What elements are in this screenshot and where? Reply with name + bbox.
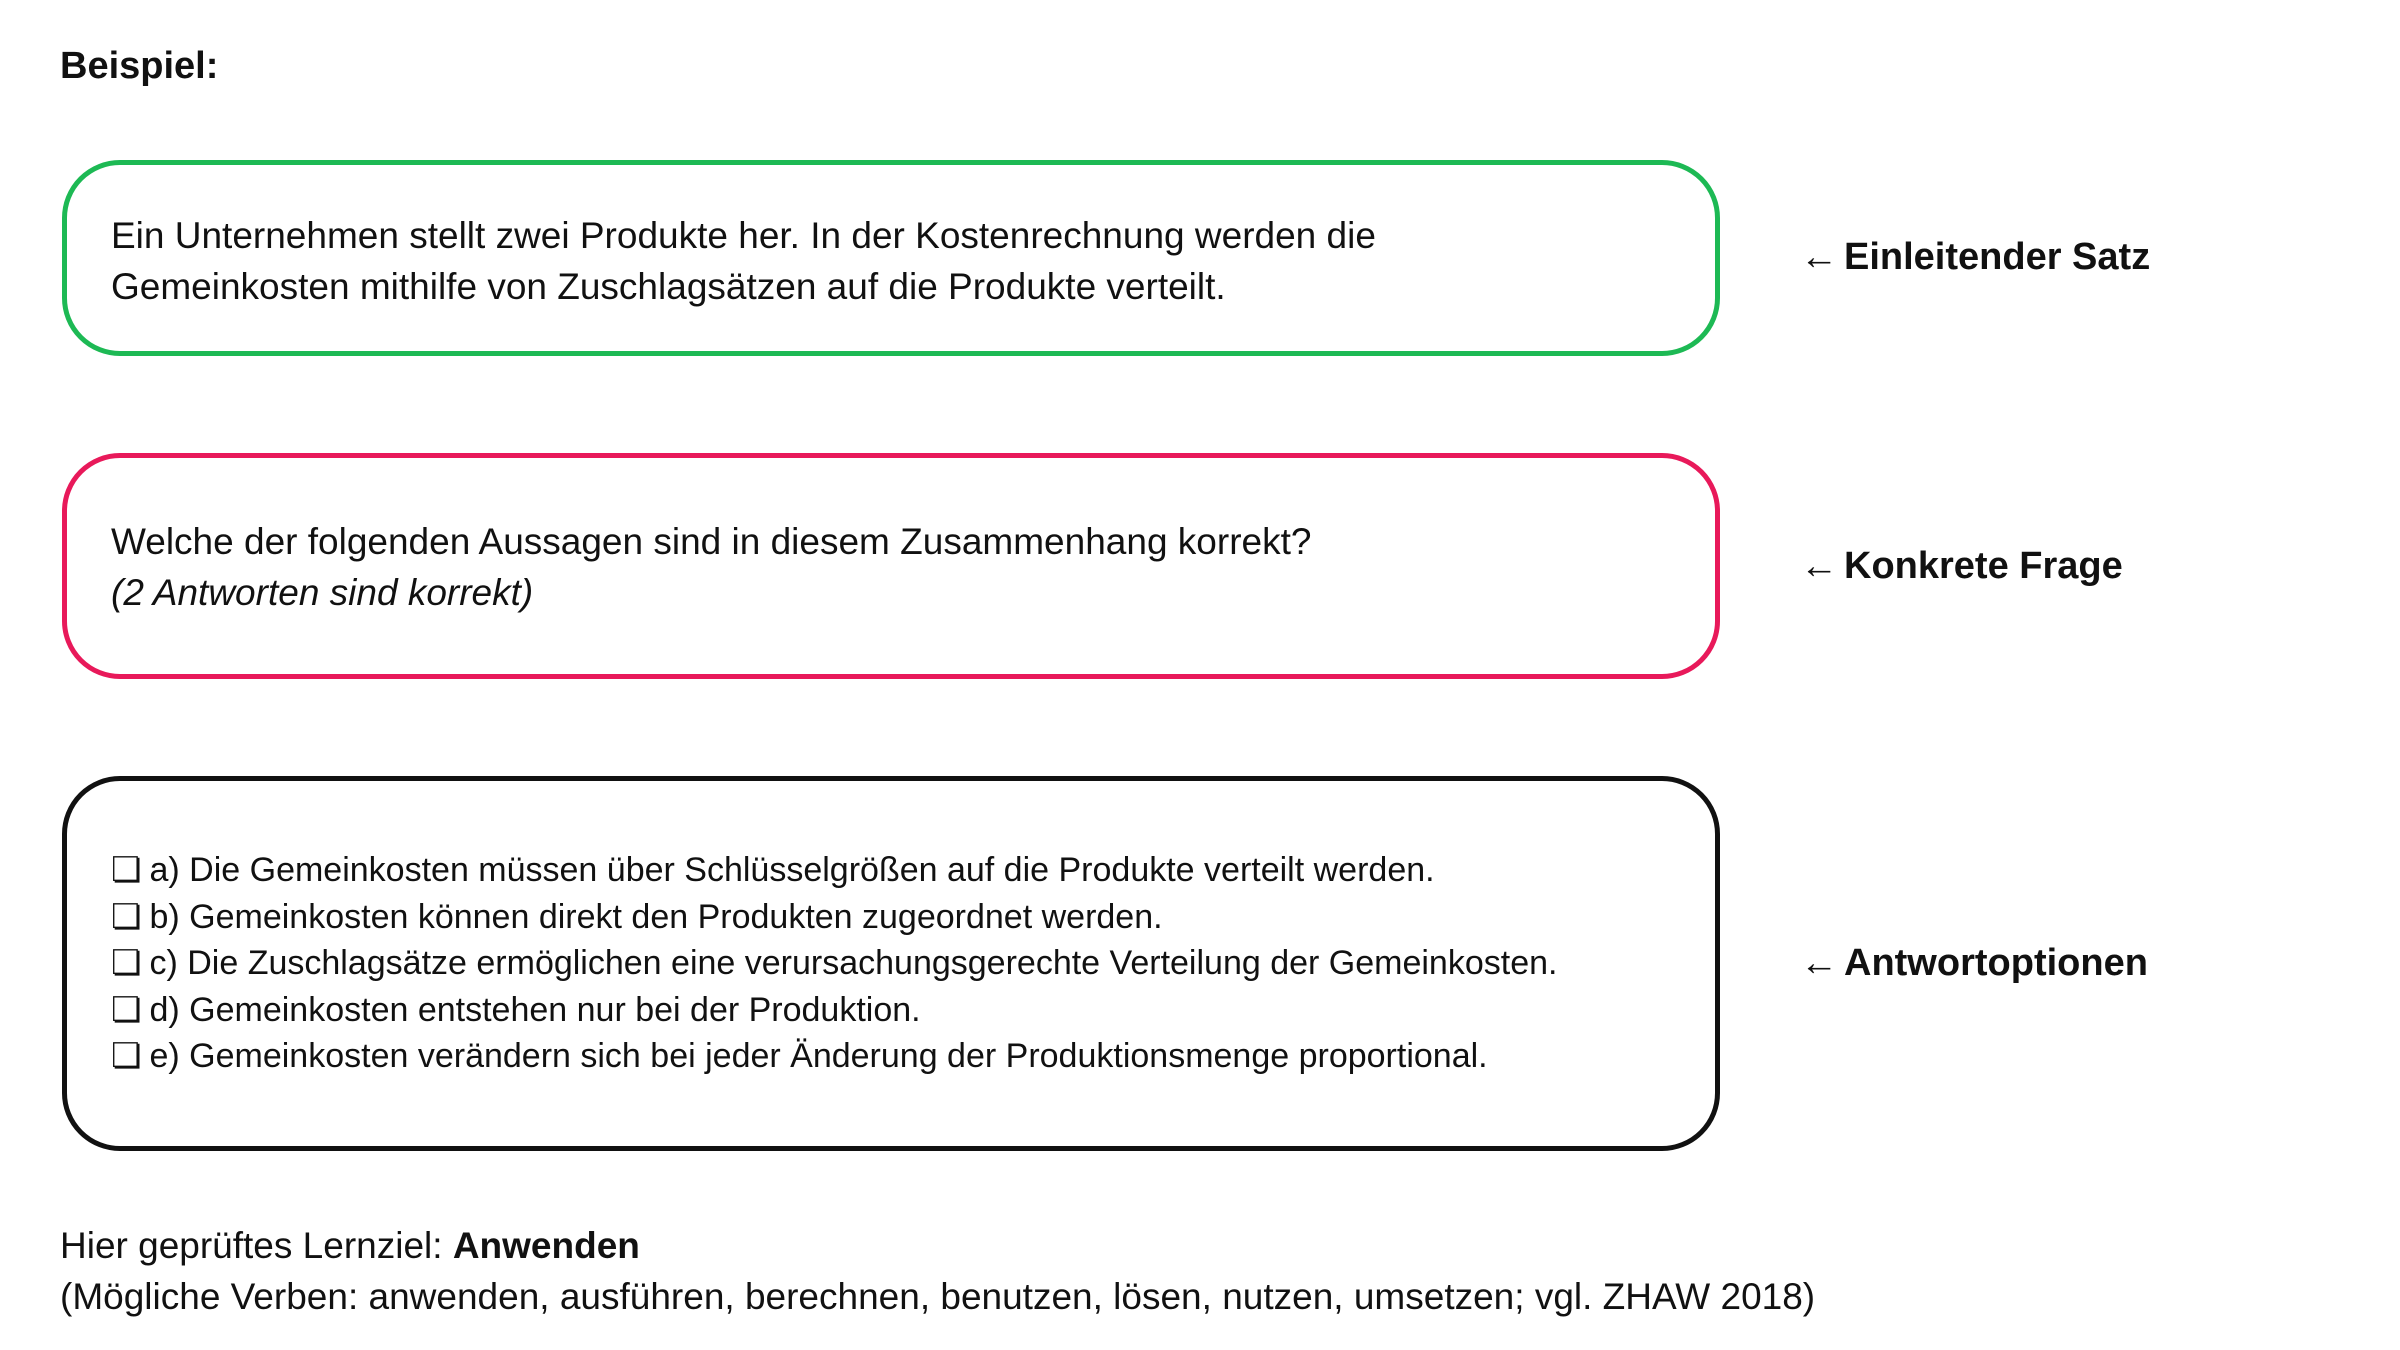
checkbox-icon[interactable]: ❏ xyxy=(111,897,142,936)
intro-sentence-box xyxy=(62,160,1720,356)
answer-options-list xyxy=(111,847,1695,1080)
answer-option-c[interactable] xyxy=(111,940,1695,987)
question-line: Welche der folgenden Aussagen sind in diesem Zusammenhang korrekt? xyxy=(111,521,1312,562)
answer-option-label: b) Gemeinkosten können direkt den Produkten zugeordnet werden. xyxy=(149,897,1163,936)
answer-option-label: c) Die Zuschlagsätze ermöglichen eine verursachungsgerechte Verteilung der Gemeinkosten. xyxy=(149,944,1558,982)
intro-text-line-1: Ein Unternehmen stellt zwei Produkte her. In der Kostenrechnung werden die xyxy=(111,215,1376,256)
learning-goal-footer xyxy=(60,1220,1815,1322)
checkbox-icon[interactable]: ❏ xyxy=(111,1037,142,1075)
checkbox-icon[interactable]: ❏ xyxy=(111,990,142,1029)
answer-option-b[interactable] xyxy=(111,894,1695,941)
question-text xyxy=(111,516,1675,618)
side-label-question xyxy=(1800,540,2123,592)
learning-goal-prefix: Hier geprüftes Lernziel: xyxy=(60,1225,453,1266)
intro-text-line-2: Gemeinkosten mithilfe von Zuschlagsätzen auf die Produkte verteilt. xyxy=(111,266,1226,307)
question-hint: (2 Antworten sind korrekt) xyxy=(111,572,534,613)
side-label-intro xyxy=(1800,231,2150,283)
arrow-left-icon: ← xyxy=(1800,942,1838,984)
answer-option-a[interactable] xyxy=(111,847,1695,894)
checkbox-icon[interactable]: ❏ xyxy=(111,944,142,982)
answer-option-e[interactable] xyxy=(111,1033,1695,1080)
arrow-left-icon: ← xyxy=(1800,545,1838,587)
side-label-options-text: Antwortoptionen xyxy=(1844,942,2148,984)
learning-goal-line xyxy=(60,1220,1815,1271)
question-box xyxy=(62,453,1720,679)
answer-option-label: a) Die Gemeinkosten müssen über Schlüsselgrößen auf die Produkte verteilt werden. xyxy=(149,851,1435,889)
side-label-intro-text: Einleitender Satz xyxy=(1844,236,2151,278)
arrow-left-icon: ← xyxy=(1800,236,1838,278)
answer-option-label: d) Gemeinkosten entstehen nur bei der Produktion. xyxy=(149,990,921,1029)
side-label-question-text: Konkrete Frage xyxy=(1844,545,2123,587)
possible-verbs-line: (Mögliche Verben: anwenden, ausführen, berechnen, benutzen, lösen, nutzen, umsetzen; vgl. ZHAW 2018) xyxy=(60,1276,1816,1317)
answer-option-d[interactable] xyxy=(111,987,1695,1034)
example-heading: Beispiel: xyxy=(60,45,219,87)
answer-options-box xyxy=(62,776,1720,1151)
answer-option-label: e) Gemeinkosten verändern sich bei jeder Änderung der Produktionsmenge proportional. xyxy=(149,1037,1488,1075)
checkbox-icon[interactable]: ❏ xyxy=(111,851,142,889)
side-label-options xyxy=(1800,937,2148,989)
learning-goal-value: Anwenden xyxy=(452,1225,640,1266)
intro-text xyxy=(111,210,1675,312)
